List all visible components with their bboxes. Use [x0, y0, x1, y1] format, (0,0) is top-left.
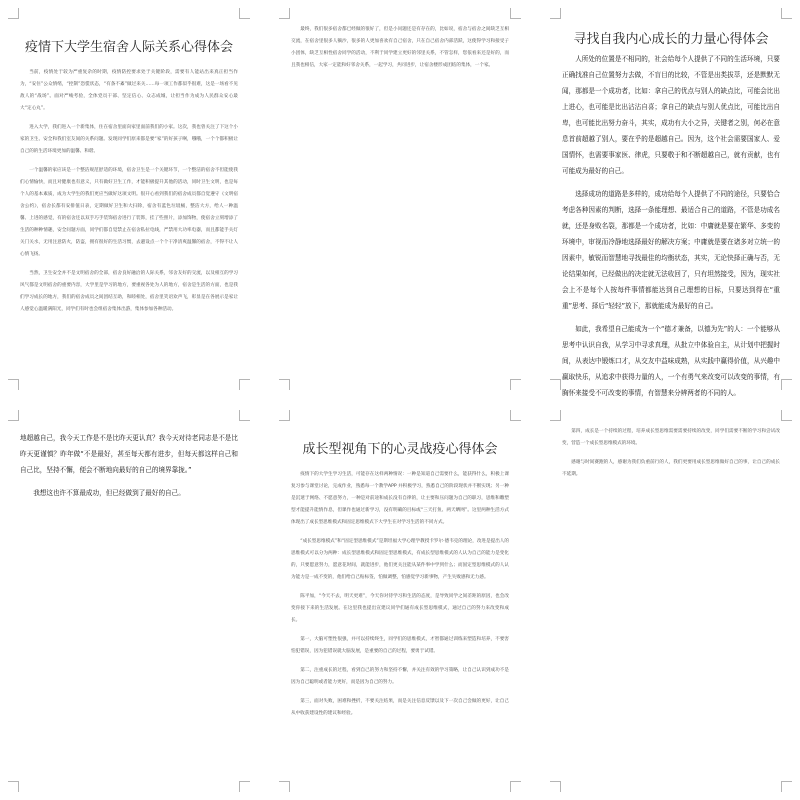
crop-mark [510, 410, 521, 421]
crop-mark [279, 781, 290, 792]
crop-mark [239, 410, 250, 421]
crop-mark [239, 8, 250, 19]
crop-mark [510, 781, 521, 792]
crop-mark [781, 410, 792, 421]
page-content [20, 14, 238, 384]
paragraph: 陈平加，“今天不去，明天更难”，今天你对待学习和生活的态度，是导致同学之间差距的原因，也会改变你接下来的生活发展。在这里我也提出宣建议同学们通有成长型思维模式，通过自己的努力来改变和成长。 [291, 594, 509, 623]
paragraph: 进入大学，我们进入一个新集体，住在宿舍里面向家里面前我们的小家。这次，我也曾关注了下这个小家的卫生、安全和我们室友间的关系问题。发现同学们原来都是要“家”的好孩子啊，哦哦，一个个都积极让自己的的生活环境更加的温馨、和谐。 [20, 125, 238, 154]
page-content [291, 24, 509, 384]
crop-mark [550, 410, 561, 421]
crop-mark [550, 781, 561, 792]
paragraph: “成长型思维模式”和“固定型思维模式”是斯坦福大学心理学教授卡罗尔·德韦克的理论，改进是提出人的思维模式可以分为两种：成长型思维模式和固定型思维模式，有成长型思维模式的人认为自己的能力是变化的，只要愿意努力，愿意花时间，就能进步，他们更关注能从某件事中学到什么；而固定型思维模式的人认为能力是一成不变的，他们给自己贴标签，怕做调整，怕感觉学习新事物，产生失败感和无力感。 [291, 539, 509, 580]
crop-mark [279, 410, 290, 421]
paragraph: 第三，面对失败，困难和挫折，不要关注结果，而是关注信息反馈以及下一次自己会做的更好，让自己从中收获建设性的建议和经验。 [291, 699, 509, 716]
crop-mark [239, 781, 250, 792]
crop-mark [781, 781, 792, 792]
paragraph: 当前，疫情处于较为严重复杂的时期，疫情防控要求处于关键阶段，需要有人能站出来真正担当作为，“安住”公众情绪，“控制”恐慌状态，“有条不紊”做过来关……每一项工作都似乎很难，这是一场看不见敌人的“战场”。面对严峻考验，全体党员干部、坚定信心、众志成城，让担当作为成为人民群众安心最大“定心丸”。 [20, 70, 238, 111]
page-title: 寻找自我内心成长的力量心得体会 [573, 32, 769, 47]
paragraph: 第四，成长是一个持续的过程，培养成长型思维需要需要持续的改变，同学们需要不断的学习和尝试改变，营造一个成长型思维模式的环境。 [562, 429, 780, 446]
document-page-1 [0, 0, 258, 398]
crop-mark [239, 379, 250, 390]
paragraph: 第二，注重成长的过程，看到自己的努力和坚持不懈，并关注有效的学习策略，让自己认识到成功不是因为自己聪明或者能力更好，而是因为自己的努力。 [291, 668, 509, 685]
crop-mark [8, 781, 19, 792]
paragraph: 当然，卫生安全并不是文明宿舍的全部，宿舍良好融洽的人际关系，邻舍友好的交流，以及相互的学习风气都是文明宿舍的重要内容，大学里是学习的地方，要重视各处为人的地方，宿舍是生活的方面，也是我们学习成长的地方，我们的宿舍成员之间团结互助，和睦相处，宿舍里笑语欢声飞，彰显是在各展示是家让人感觉心温暖满阳光，同学们有时也会组宿舍集体出游，集体参加各种活动。 [20, 271, 238, 312]
crop-mark [550, 379, 561, 390]
crop-mark [510, 379, 521, 390]
document-page-2 [271, 0, 529, 398]
document-page-4 [0, 402, 258, 800]
document-page-5 [271, 402, 529, 800]
crop-mark [8, 379, 19, 390]
crop-mark [781, 379, 792, 390]
crop-mark [781, 8, 792, 19]
page-content [291, 416, 509, 786]
paragraph: 人所处的位置是不相同的，社会给每个人提供了不同的生活环境，只要正确找准自己位置努力去做，不盲目的比较，不管是出类拔萃，还是默默无闻，那都是一个成功者，比如：拿自己的优点与别人的缺点比，可能会比出上进心，也可能是比出沾沾自喜；拿自己的缺点与别人优点比，可能比出自卑，也可能比出努力奋斗，其实，成功有大小之异，关键者之别，何必在意息首前超越了别人，要在乎的是超越自己。因为，这个社会需要国家人、爱国情怀，也需要事家医、律虎，只要敬于和不断超越自己，就有贡献，也有可能成为最好的自己。 [562, 55, 780, 175]
page-content [562, 426, 780, 786]
paragraph: 我想这也许不算最成功，但已经做到了最好的自己。 [33, 489, 185, 497]
page-title: 疫情下大学生宿舍人际关系心得体会 [24, 40, 233, 55]
paragraph: 地超越自己，我今天工作是不是比昨天更认真？我今天对待老同志是不是比昨天更谨慎？昨年做“不是最好，甚至每天都有进步，但每天都这样自己和自己比，坚持不懈，便会不断地向最好的自己的境界靠拢。” [20, 434, 238, 474]
crop-mark [510, 8, 521, 19]
page-content [562, 14, 780, 397]
paragraph: 如此，我希望自己能成为一个“德才兼备，以德为先”的人：一个能够从思考中认识自我，从学习中寻求真理，从批立中体验自主，从计划中把握时间，从表达中锻炼口才，从交友中益味成熟，从实践中赢得价值，从兴趣中赢取快乐，从追求中获得力量的人，一个有勇气来改变可以改变的事情，有胸怀来接受不可改变的事情，有智慧来分辨两者的不同的人。 [562, 325, 780, 397]
document-page-6 [542, 402, 800, 800]
crop-mark [279, 379, 290, 390]
page-content [20, 430, 238, 786]
crop-mark [279, 8, 290, 19]
paragraph: 一个温馨的家应该是一个整洁规范舒适的环境，宿舍卫生是一个关键环节，一个整洁的宿舍不但能使我们心情愉快，而且对健康也有意义，只有做好卫生工作，才能积极提升其他的活动，同时卫生文明，也是每个人的基本素质，成为大学生的我们更应当做好这项文明。很开心看到我们的宿舍成员都自觉遵守《文明宿舍公约》，宿舍长都有安排值日表，定期做好卫生和大扫除，宿舍有蓝色垃圾桶，整洁大方，给人一种温馨、上进的感觉，有的宿舍还以双手巧手装饰宿舍进行了装饰，挂了些照片，添加饰物，使宿舍立刻增添了生活的种种情趣，安全问题方面，同学们都自觉禁止在宿舍私拉电线，严禁用大功率电器，而且都能手关灯关门关水，无用注意防火，防盗，拥有很好的生活习惯，去避设点一个个干净清爽温馨的宿舍，不得不让人心情飞扬。 [20, 168, 238, 257]
paragraph: 第一，大脑可塑性很强，并可以持续终生，同学们的思维模式，才智都通过训练来塑造和培养，不要害怕犯错误，因为犯错误就大脑发展，是重要的自己的过程，要勇于试错。 [291, 637, 509, 654]
paragraph: 感谢与时间赛跑的人，感谢为我们负重前行的人，我们更要用成长型思维做好自己的事，让自己的成长不延期。 [562, 460, 780, 477]
paragraph: 最终，我们很多宿舍都已经做的很好了，但是小问题还是有存在的，比如说，宿舍与宿舍之间缺乏互相交流，在宿舍里很多人躺沙，很多的人更加喜欢有自己宿舍，只在自己宿舍内部活跃，这使得学习和接受子小团体，缺乏互相性宿舍同学的活动，不利于同学建立更好的邻里关系，不管怎样，您依看来还是好的，而且我也相信，大家一定能和好邻舍关系，一起学习，共同进步，让宿舍楼形成团结的集体，一个家。 [291, 27, 509, 68]
paragraph: 选择成功的道路是多样的，成功给每个人提供了不同的途径，只要恰合考虑各种因素的判断，选择一条能理想、最适合自己的道路，不管是功成名就，还是身败名裂，那都是一个成功者，比如：中庸就是要在繁华、多变的环境中，审视而冷静地选择最好的解决方案；中庸就是要在诸多对立统一的因素中，敏锐而智慧地寻找最佳的均衡状态，其实，无论快择正确与否，无论结果如何，已经做出的决定就无法收回了，只有坦然接受，因为，现实社会上不是每个人按每件事情都能达到自己理想的目标，只要达到得在“重重”思考、择后“轻轻”放下，那就能成为最好的自己。 [562, 190, 780, 310]
crop-mark [8, 410, 19, 421]
paragraph: 疫情下的大学生学习生活，可能存在这样两种情况：一种是知道自己需要什么，能获得什么，积极上课复习参与课堂讨论，完成作业，熟悉每一个教学APP 并积极学习，熟悉自己的阶段现状并不断实现；另一种是沉迷于网络、不愿意努力，一种是对前途和成长没有自律的，让主要和压问题为自己的职习，思维和雕塑型才能提升能情作息，但课作也通过新学习，没有明确的目标或“三天打鱼、两天晒网”。这里两种生活方式体现出了成长型思维模式和固定思维模式下大学生在对学习生活的不同方式。 [291, 472, 509, 525]
page-title: 成长型视角下的心灵战疫心得体会 [302, 442, 498, 457]
document-page-3 [542, 0, 800, 398]
crop-mark [550, 8, 561, 19]
crop-mark [8, 8, 19, 19]
